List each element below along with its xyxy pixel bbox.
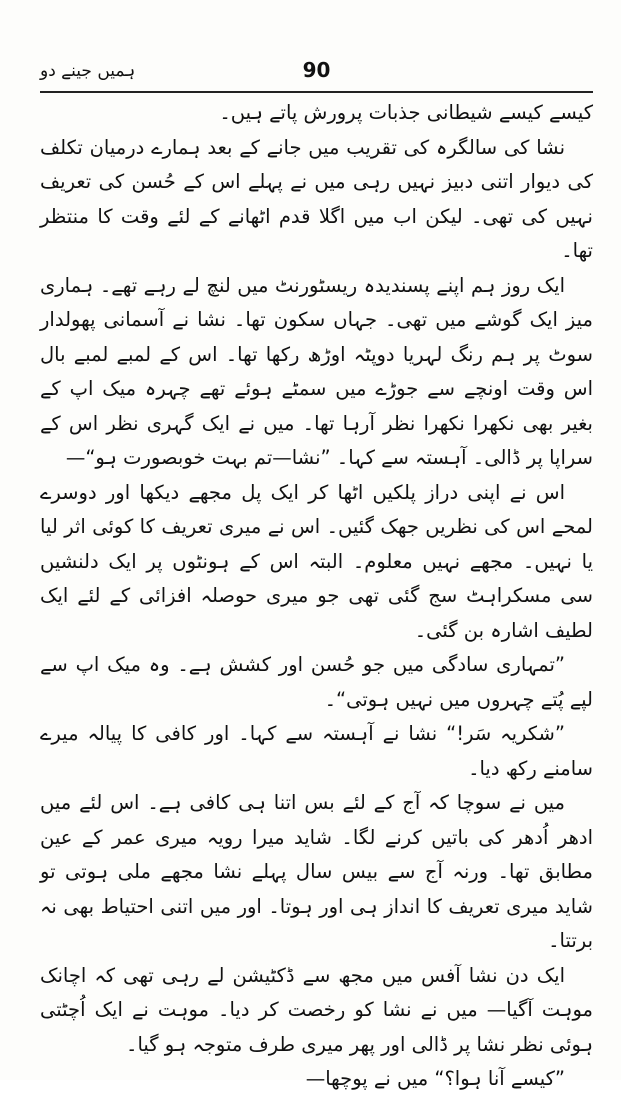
paragraph: ”تمہاری سادگی میں جو حُسن اور کشش ہے۔ وہ میک اپ سے لپے پُتے چہروں میں نہیں ہوتی“۔ xyxy=(40,653,593,711)
paragraph: کیسے کیسے شیطانی جذبات پرورش پاتے ہیں۔ xyxy=(219,101,593,124)
paragraph: اس نے اپنی دراز پلکیں اٹھا کر ایک پل مجھے دیکھا اور دوسرے لمحے اس کی نظریں جھک گئیں۔ اس نے میری تعریف کا کوئی اثر لیا یا نہیں۔ مجھے نہیں معلوم۔ البتہ اس کے ہونٹوں پر ایک دلنشیں سی مسکراہٹ سج گئی تھی جو میری حوصلہ افزائی کے لئے ایک لطیف اشارہ بن گئی۔ xyxy=(40,480,593,642)
paragraph: ایک روز ہم اپنے پسندیدہ ریسٹورنٹ میں لنچ لے رہے تھے۔ ہماری میز ایک گوشے میں تھی۔ جہاں سکون تھا۔ نشا نے آسمانی پھولدار سوٹ پر ہم رنگ لہریا دوپٹہ اوڑھ رکھا تھا۔ اس کے لمبے لمبے بال اس وقت اونچے سے جوڑے میں سمٹے ہوئے تھے چہرہ میک اپ کے بغیر بھی نکھرا نکھرا نظر آرہا تھا۔ میں نے ایک گہری نظر اس کے سراپا پر ڈالی۔ آہستہ سے کہا۔ ”نشا—تم بہت خوبصورت ہو“— xyxy=(40,273,593,469)
paragraph: ”کیسے آنا ہوا؟“ میں نے پوچھا— xyxy=(305,1067,565,1090)
body-text xyxy=(40,96,593,1090)
paragraph: نشا کی سالگرہ کی تقریب میں جانے کے بعد ہمارے درمیان تکلف کی دیوار اتنی دبیز نہیں رہی میں نے پہلے اس کے حُسن کی تعریف نہیں کی تھی۔ لیکن اب میں اگلا قدم اٹھانے کے لئے وقت کا منتظر تھا۔ xyxy=(40,135,593,262)
paragraph: میں نے سوچا کہ آج کے لئے بس اتنا ہی کافی ہے۔ اس لئے میں ادھر اُدھر کی باتیں کرنے لگا۔ شاید میرا رویہ میری عمر کے عین مطابق تھا۔ ورنہ آج سے بیس سال پہلے نشا مجھے ملی ہوتی تو شاید میری تعریف کا انداز ہی اور ہوتا۔ اور میں اتنی احتیاط بھی نہ برتتا۔ xyxy=(40,791,593,952)
running-head: ہمیں جینے دو xyxy=(40,61,136,81)
paragraph: ”شکریہ سَر!“ نشا نے آہستہ سے کہا۔ اور کافی کا پیالہ میرے سامنے رکھ دیا۔ xyxy=(40,722,593,780)
page-header xyxy=(40,56,593,90)
page-number: 90 xyxy=(302,58,331,82)
paragraph: ایک دن نشا آفس میں مجھ سے ڈکٹیشن لے رہی تھی کہ اچانک موہت آگیا— میں نے نشا کو رخصت کر دیا۔ موہت نے ایک اُچٹتی ہوئی نظر نشا پر ڈالی اور پھر میری طرف متوجہ ہو گیا۔ xyxy=(40,963,593,1056)
header-rule xyxy=(40,91,593,93)
